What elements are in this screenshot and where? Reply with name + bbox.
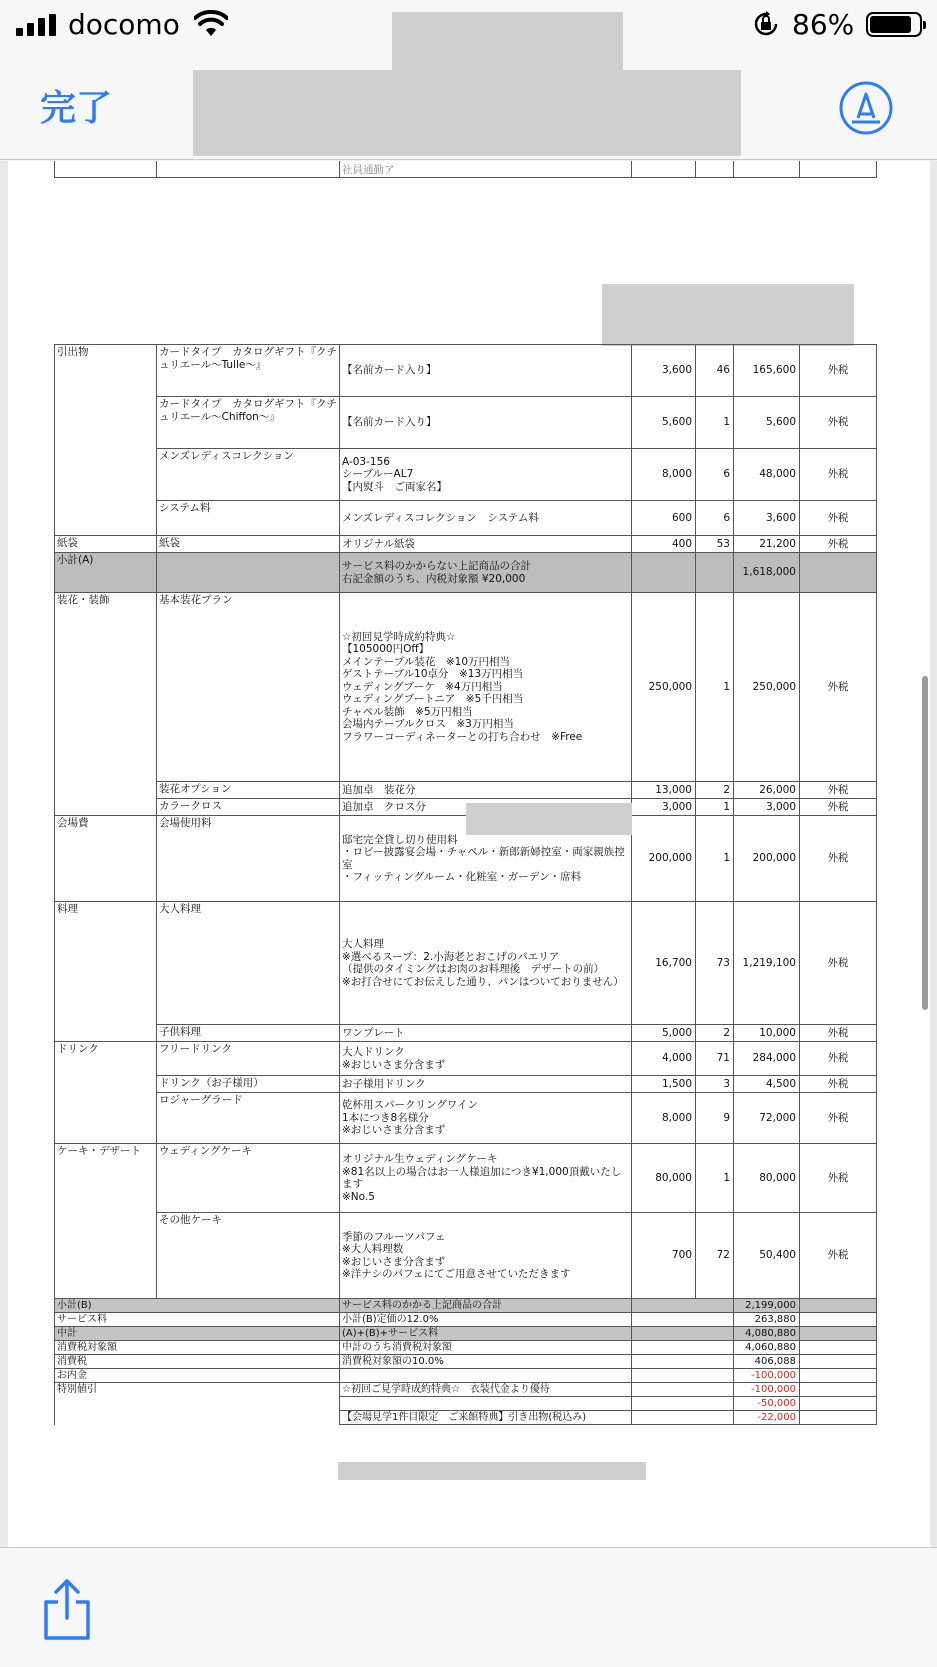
tax-type-cell: 外税 [800, 345, 877, 397]
summary-amount-cell: -50,000 [734, 1397, 800, 1411]
summary-empty-cell [800, 1313, 877, 1327]
tax-type-cell: 外税 [800, 816, 877, 902]
item-name-cell: メンズレディスコレクション [157, 449, 340, 501]
category-cell: 料理 [55, 902, 157, 1025]
summary-empty-cell [800, 1299, 877, 1313]
share-icon[interactable] [40, 1578, 94, 1642]
summary-description-cell: サービス料のかかる上記商品の合計 [340, 1299, 632, 1313]
table-row [55, 1042, 877, 1076]
bottom-toolbar [0, 1547, 937, 1667]
unit-price-cell: 5,600 [632, 397, 696, 449]
amount-cell: 5,600 [734, 397, 800, 449]
quantity-cell: 1 [696, 397, 734, 449]
amount-cell: 284,000 [734, 1042, 800, 1076]
summary-empty-cell [632, 1341, 734, 1355]
amount-cell: 4,500 [734, 1076, 800, 1093]
category-cell: 紙袋 [55, 536, 157, 553]
category-cell: 小計(A) [55, 553, 157, 593]
amount-cell: 10,000 [734, 1025, 800, 1042]
summary-row [55, 1355, 877, 1369]
unit-price-cell: 3,600 [632, 345, 696, 397]
table-row [55, 553, 877, 593]
wifi-icon [194, 10, 228, 38]
unit-price-cell [632, 553, 696, 593]
table-row [55, 782, 877, 799]
item-name-cell: 子供料理 [157, 1025, 340, 1042]
tax-type-cell: 外税 [800, 501, 877, 536]
category-cell: 引出物 [55, 345, 157, 397]
category-cell: ケーキ・デザート [55, 1144, 157, 1213]
description-cell: オリジナル生ウェディングケーキ ※81名以上の場合はお一人様追加につき¥1,000頂戴いたします ※No.5 [340, 1144, 632, 1213]
category-cell [55, 501, 157, 536]
summary-amount-cell: 4,060,880 [734, 1341, 800, 1355]
amount-cell: 165,600 [734, 345, 800, 397]
item-name-cell [157, 553, 340, 593]
summary-label-cell [55, 1397, 340, 1411]
description-cell: 大人ドリンク ※おじいさま分含まず [340, 1042, 632, 1076]
markup-pen-icon[interactable] [838, 80, 894, 136]
summary-empty-cell [632, 1299, 734, 1313]
amount-cell: 21,200 [734, 536, 800, 553]
category-cell: 会場費 [55, 816, 157, 902]
item-name-cell: システム料 [157, 501, 340, 536]
summary-row [55, 1299, 877, 1313]
summary-amount-cell: 263,880 [734, 1313, 800, 1327]
quantity-cell: 73 [696, 902, 734, 1025]
table-row [55, 345, 877, 397]
item-name-cell: ロジャーグラード [157, 1093, 340, 1144]
table-row [55, 902, 877, 1025]
item-name-cell: ウェディングケーキ [157, 1144, 340, 1213]
summary-label-cell: サービス料 [55, 1313, 340, 1327]
orientation-lock-icon [752, 10, 780, 38]
summary-row [55, 1397, 877, 1411]
cellular-signal-icon [16, 14, 58, 36]
amount-cell: 80,000 [734, 1144, 800, 1213]
quantity-cell: 6 [696, 501, 734, 536]
quantity-cell: 71 [696, 1042, 734, 1076]
summary-row [55, 1313, 877, 1327]
tax-type-cell: 外税 [800, 902, 877, 1025]
item-name-cell: カードタイプ カタログギフト『クチュリエール～Chiffon～』 [157, 397, 340, 449]
summary-empty-cell [800, 1397, 877, 1411]
item-name-cell: 基本装花プラン [157, 593, 340, 782]
tax-type-cell: 外税 [800, 1213, 877, 1299]
summary-label-cell: 中計 [55, 1327, 340, 1341]
description-cell: ワンプレート [340, 1025, 632, 1042]
amount-cell: 26,000 [734, 782, 800, 799]
summary-description-cell [340, 1369, 632, 1383]
quantity-cell [696, 553, 734, 593]
scroll-indicator[interactable] [922, 676, 928, 1010]
category-cell [55, 799, 157, 816]
amount-cell: 1,618,000 [734, 553, 800, 593]
description-cell: お子様用ドリンク [340, 1076, 632, 1093]
description-cell: サービス料のかからない上記商品の合計 右記金額のうち、内税対象額 ¥20,000 [340, 553, 632, 593]
summary-row [55, 1383, 877, 1397]
unit-price-cell: 16,700 [632, 902, 696, 1025]
summary-description-cell: ☆初回ご見学時成約特典☆ 衣装代金より優待 [340, 1383, 632, 1397]
tax-type-cell: 外税 [800, 397, 877, 449]
previous-page-table [54, 161, 877, 178]
description-cell: 【名前カード入り】 [340, 397, 632, 449]
description-cell: メンズレディスコレクション システム料 [340, 501, 632, 536]
description-cell: 季節のフルーツパフェ ※大人料理数 ※おじいさま分含まず ※洋ナシのパフェにてご用意させていただきます [340, 1213, 632, 1299]
unit-price-cell: 1,500 [632, 1076, 696, 1093]
unit-price-cell: 250,000 [632, 593, 696, 782]
summary-empty-cell [800, 1341, 877, 1355]
summary-amount-cell: -100,000 [734, 1383, 800, 1397]
table-row [55, 501, 877, 536]
quantity-cell: 2 [696, 1025, 734, 1042]
battery-icon [866, 12, 922, 37]
amount-cell: 200,000 [734, 816, 800, 902]
summary-amount-cell: 4,080,880 [734, 1327, 800, 1341]
tax-type-cell: 外税 [800, 449, 877, 501]
description-cell: オリジナル紙袋 [340, 536, 632, 553]
unit-price-cell: 400 [632, 536, 696, 553]
item-name-cell: 大人料理 [157, 902, 340, 1025]
summary-empty-cell [632, 1383, 734, 1397]
tax-type-cell: 外税 [800, 1042, 877, 1076]
quantity-cell: 1 [696, 799, 734, 816]
description-cell: 追加卓 装花分 [340, 782, 632, 799]
tax-type-cell: 外税 [800, 1093, 877, 1144]
tax-type-cell: 外税 [800, 1144, 877, 1213]
unit-price-cell: 200,000 [632, 816, 696, 902]
amount-cell: 3,600 [734, 501, 800, 536]
table-row [55, 1025, 877, 1042]
tax-type-cell: 外税 [800, 1025, 877, 1042]
summary-description-cell: 中計のうち消費税対象額 [340, 1341, 632, 1355]
unit-price-cell: 3,000 [632, 799, 696, 816]
tax-type-cell: 外税 [800, 799, 877, 816]
navigation-bar [0, 52, 937, 160]
summary-empty-cell [800, 1355, 877, 1369]
summary-row [55, 1327, 877, 1341]
summary-label-cell: 消費税対象額 [55, 1341, 340, 1355]
redacted-text-1 [466, 803, 632, 835]
category-cell [55, 449, 157, 501]
redacted-header-block [602, 284, 854, 346]
summary-row [55, 1411, 877, 1425]
summary-label-cell: 小計(B) [55, 1299, 340, 1313]
quantity-cell: 72 [696, 1213, 734, 1299]
summary-empty-cell [632, 1411, 734, 1425]
item-name-cell: カードタイプ カタログギフト『クチュリエール～Tulle～』 [157, 345, 340, 397]
tax-type-cell [800, 553, 877, 593]
pdf-page-current [8, 240, 930, 1547]
amount-cell: 50,400 [734, 1213, 800, 1299]
description-cell: 追加卓 クロス分 [340, 799, 632, 816]
table-row [55, 1076, 877, 1093]
tax-type-cell: 外税 [800, 782, 877, 799]
unit-price-cell: 700 [632, 1213, 696, 1299]
summary-description-cell: 消費税対象額の10.0% [340, 1355, 632, 1369]
category-cell [55, 1076, 157, 1093]
category-cell [55, 1025, 157, 1042]
quantity-cell: 2 [696, 782, 734, 799]
summary-label-cell: 消費税 [55, 1355, 340, 1369]
item-name-cell: ドリンク（お子様用） [157, 1076, 340, 1093]
table-row [55, 397, 877, 449]
item-name-cell: その他ケーキ [157, 1213, 340, 1299]
quantity-cell: 1 [696, 593, 734, 782]
partial-text: 社員通勤ア [340, 161, 632, 178]
battery-percentage: 86% [792, 8, 855, 41]
redacted-text-2 [338, 1462, 646, 1480]
category-cell [55, 782, 157, 799]
quantity-cell: 9 [696, 1093, 734, 1144]
summary-label-cell [55, 1411, 340, 1425]
table-row [55, 593, 877, 782]
summary-empty-cell [800, 1411, 877, 1425]
table-row [55, 1093, 877, 1144]
item-name-cell: カラークロス [157, 799, 340, 816]
unit-price-cell: 13,000 [632, 782, 696, 799]
carrier-name: docomo [68, 8, 180, 41]
summary-description-cell: 小計(B)定価の12.0% [340, 1313, 632, 1327]
description-cell: 大人料理 ※選べるスープ：2.小海老とおこげのパエリア （提供のタイミングはお肉のお料理後 デザートの前） ※お打合せにてお伝えした通り、パンはついておりません） [340, 902, 632, 1025]
summary-empty-cell [632, 1327, 734, 1341]
summary-empty-cell [632, 1369, 734, 1383]
tax-type-cell: 外税 [800, 536, 877, 553]
table-row [55, 1144, 877, 1213]
table-row [55, 536, 877, 553]
document-viewer[interactable] [0, 161, 937, 1547]
summary-empty-cell [800, 1327, 877, 1341]
item-name-cell: フリードリンク [157, 1042, 340, 1076]
summary-description-cell: (A)+(B)+サービス料 [340, 1327, 632, 1341]
unit-price-cell: 5,000 [632, 1025, 696, 1042]
unit-price-cell: 4,000 [632, 1042, 696, 1076]
category-cell [55, 397, 157, 449]
table-row [55, 1213, 877, 1299]
summary-amount-cell: -22,000 [734, 1411, 800, 1425]
quantity-cell: 46 [696, 345, 734, 397]
summary-description-cell [340, 1397, 632, 1411]
invoice-table [54, 344, 877, 1425]
description-cell: A-03-156 シーブルーAL7 【内熨斗 ご両家名】 [340, 449, 632, 501]
quantity-cell: 3 [696, 1076, 734, 1093]
amount-cell: 250,000 [734, 593, 800, 782]
category-cell [55, 1093, 157, 1144]
summary-description-cell: 【会場見学1件目限定 ご来館特典】引き出物(税込み) [340, 1411, 632, 1425]
amount-cell: 1,219,100 [734, 902, 800, 1025]
category-cell: 装花・装飾 [55, 593, 157, 782]
summary-row [55, 1341, 877, 1355]
summary-amount-cell: -100,000 [734, 1369, 800, 1383]
quantity-cell: 53 [696, 536, 734, 553]
amount-cell: 72,000 [734, 1093, 800, 1144]
summary-row [55, 1369, 877, 1383]
description-cell: 【名前カード入り】 [340, 345, 632, 397]
description-cell: 邸宅完全貸し切り使用料 ・ロビー披露宴会場・チャペル・新郎新婦控室・両家親族控室 ・フィッティングルーム・化粧室・ガーデン・席料 [340, 816, 632, 902]
redacted-title-lower [193, 70, 741, 156]
unit-price-cell: 8,000 [632, 1093, 696, 1144]
summary-empty-cell [800, 1383, 877, 1397]
summary-empty-cell [632, 1397, 734, 1411]
quantity-cell: 6 [696, 449, 734, 501]
unit-price-cell: 80,000 [632, 1144, 696, 1213]
summary-label-cell: お内金 [55, 1369, 340, 1383]
item-name-cell: 紙袋 [157, 536, 340, 553]
description-cell: 乾杯用スパークリングワイン 1本につき8名様分 ※おじいさま分含まず [340, 1093, 632, 1144]
category-cell [55, 1213, 157, 1299]
summary-empty-cell [632, 1355, 734, 1369]
quantity-cell: 1 [696, 1144, 734, 1213]
description-cell: ☆初回見学時成約特典☆ 【105000円Off】 メインテーブル装花 ※10万円相当 ゲストテーブル10卓分 ※13万円相当 ウェディングブーケ ※4万円相当 ウェディングブートニア ※5千円相当 チャペル装飾 ※5万円相当 会場内テーブルクロス ※3万円相当 フラワーコーディネーターとの打ち合わせ ※Free [340, 593, 632, 782]
summary-empty-cell [800, 1369, 877, 1383]
category-cell: ドリンク [55, 1042, 157, 1076]
unit-price-cell: 600 [632, 501, 696, 536]
summary-amount-cell: 406,088 [734, 1355, 800, 1369]
tax-type-cell: 外税 [800, 1076, 877, 1093]
summary-amount-cell: 2,199,000 [734, 1299, 800, 1313]
item-name-cell: 装花オプション [157, 782, 340, 799]
item-name-cell: 会場使用料 [157, 816, 340, 902]
done-button[interactable]: 完了 [40, 88, 113, 129]
unit-price-cell: 8,000 [632, 449, 696, 501]
redacted-title [392, 12, 623, 72]
quantity-cell: 1 [696, 816, 734, 902]
table-row [55, 449, 877, 501]
amount-cell: 48,000 [734, 449, 800, 501]
amount-cell: 3,000 [734, 799, 800, 816]
summary-empty-cell [632, 1313, 734, 1327]
summary-label-cell: 特別値引 [55, 1383, 340, 1397]
tax-type-cell: 外税 [800, 593, 877, 782]
